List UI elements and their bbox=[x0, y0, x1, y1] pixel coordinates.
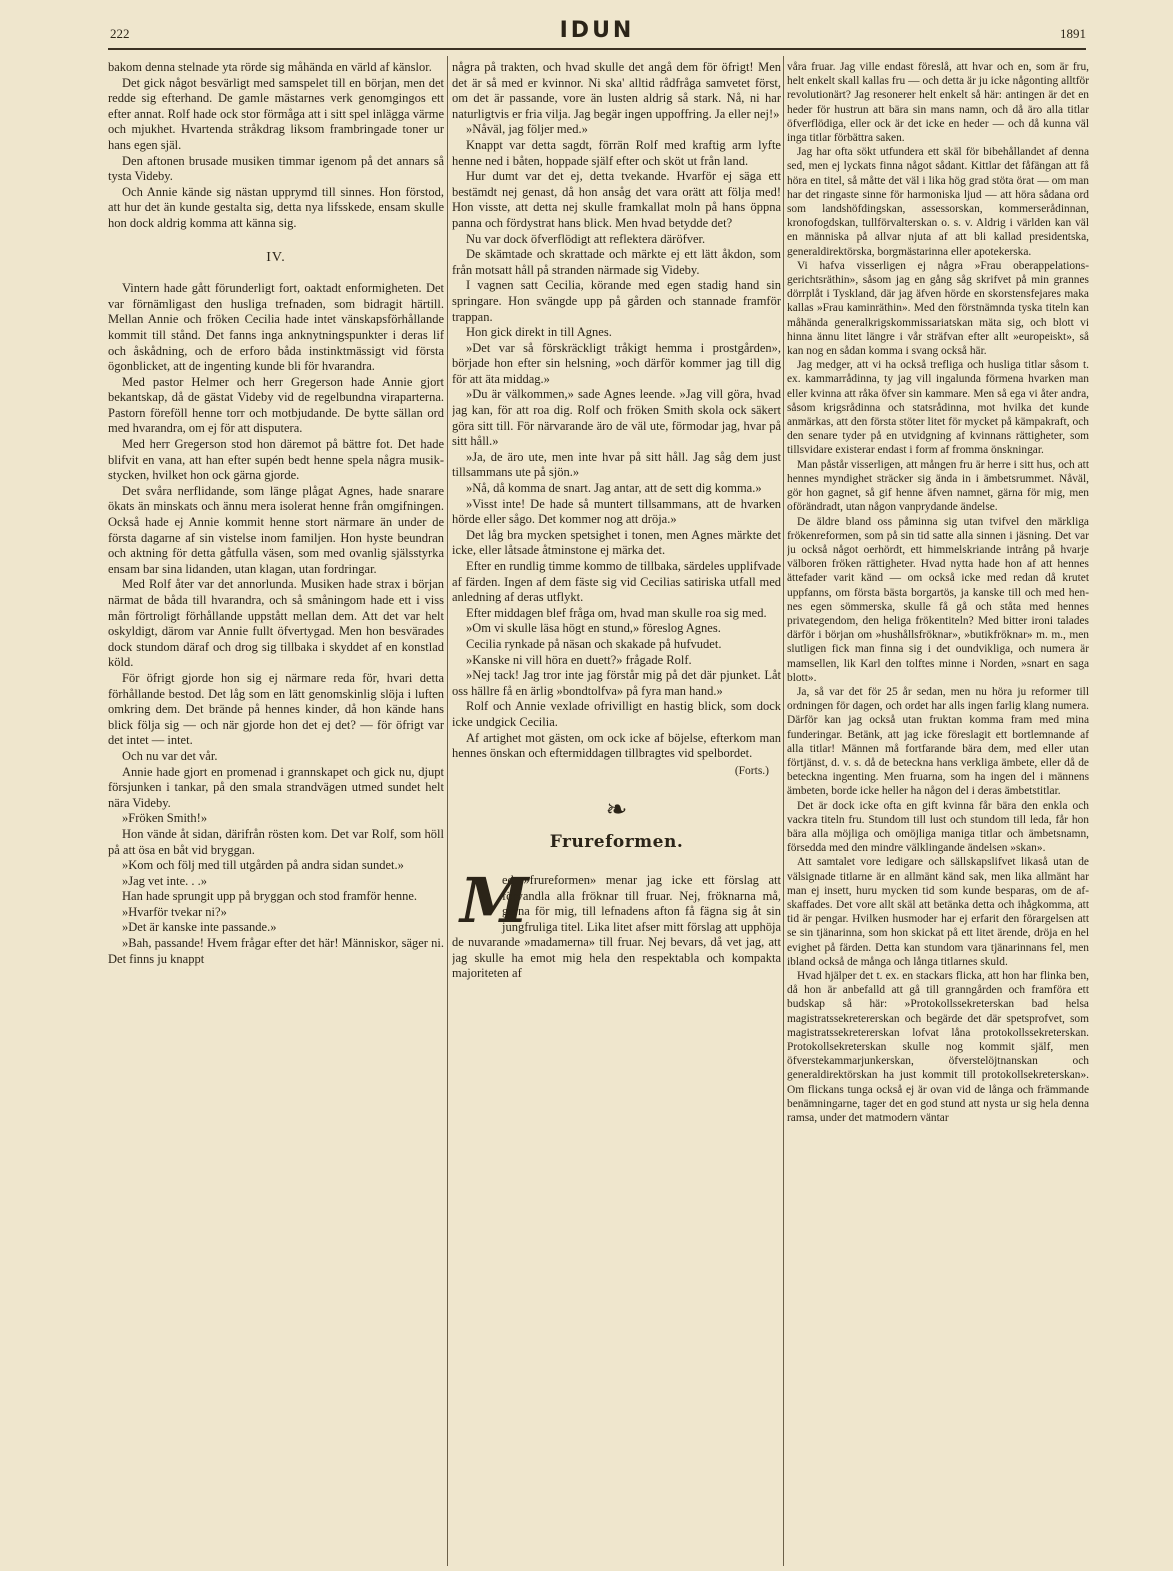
paragraph: Vi hafva visserligen ej några »Frau oberappelationsgerichtsräthin», såsom jag en gång såg skrifvet på min grannes dörrplåt i Tyskland, där jag äfven hörde en skorstensfejares maka kallas »Frau kaminräthin». Med den förstnämnda tyska titeln kan måhända generalkrigskommissariatskan mäta sig, och blott vi hinna ännu litet längre i vår sträfvan efter allt »europeiskt», så kan nog en sådan komma i svang också här. bbox=[787, 259, 1089, 358]
paragraph: »Det var så förskräckligt tråkigt hemma i prostgården», började hon efter sin helsning, »och därför kommer jag till dig för att äta middag.» bbox=[452, 340, 781, 386]
paragraph: Af artighet mot gästen, om ock icke af böjelse, efterkom man hennes önskan och eftermiddagen tillbragtes vid spelbordet. bbox=[452, 730, 781, 761]
paragraph: Det gick något besvärligt med samspelet till en början, men det redde sig efterhand. De gamle mästarnes verk genomgingos ett efter annat. Rolf hade ock stor förmåga att i sitt spel inlägga värme och mjukhet. Hvartenda stråkdrag liksom frambringade toner ur hans egen själ. bbox=[108, 75, 444, 152]
paragraph: våra fruar. Jag ville endast föreslå, att hvar och en, som är fru, helt enkelt skall kallas fru — och detta är ju icke någonting alltför revolutionärt? Jag resonerer helt enkelt så här: antingen är det en heder för hustrun att bära sin mans namn, och då äro alla titlar öfverflödiga, eller ock är det icke en heder — och då kunna väl inga titlar förbättra saken. bbox=[787, 61, 1089, 145]
paragraph: Efter en rundlig timme kommo de tillbaka, särdeles upplifvade af färden. Ingen af dem fäste sig vid Cecilias satiriska utfall med anledning af deras utflykt. bbox=[452, 559, 781, 605]
paragraph: Hvad hjälper det t. ex. en stackars flicka, att hon har flinka ben, då hon är anbefalld att gå till granngården och framföra ett budskap så här: »Protokollssekreterskan bad helsa magistratssekretererskan och begärde det där spetsprofvet, som magistratssekretererskan lofvat låna protokollssekreterskan. Protokollsekreterskan skulle nog kommit själf, men öfverstekammarjunkerskan, öfverstelöjtnanskan och generaldirektörskan ha just kommit till protokollsekreterskan». Om flickans tunga också ej är ovan vid de långa och främmande benämningarne, tager det en god stund att nysta ur sig hela denna ramsa, under det matmodern väntar bbox=[787, 970, 1089, 1125]
paragraph: Rolf och Annie vexlade ofrivilligt en hastig blick, som dock icke undgick Cecilia. bbox=[452, 699, 781, 729]
paragraph: Med Rolf åter var det annorlunda. Musiken hade strax i början närmat de båda till hvarandra, och så småningom hade ett i viss mån förtroligt förhållande uppstått mellan dem. Att det var helt oskyldigt, därom var Annie fullt öfvertygad. Men hon besvärades dock stundom däraf och drog sig tillbaka i skyddet af en konstlad köld. bbox=[108, 577, 444, 670]
paragraph: Man påstår visserligen, att mången fru är herre i sitt hus, och att hennes myndighet sträcker sig ända in i ämbetsrummet. Nåväl, gör hon gagnet, så gif henne äfven namnet, gärna för mig, men oförändradt, utan någon vanprydande ändelse. bbox=[787, 458, 1089, 514]
paragraph: Det låg bra mycken spetsighet i tonen, men Agnes märkte det icke, eller låtsade åtminstone ej märka det. bbox=[452, 527, 781, 558]
paragraph: Efter middagen blef fråga om, hvad man skulle roa sig med. bbox=[466, 605, 767, 620]
paragraph: »Nå, då komma de snart. Jag antar, att de sett dig komma.» bbox=[466, 481, 762, 496]
paragraph: Knappt var detta sagdt, förrän Rolf med kraftig arm lyfte henne ned i båten, hoppade själf efter och sköt ut från land. bbox=[452, 137, 781, 168]
continued-note: (Forts.) bbox=[734, 764, 769, 777]
paragraph: »Ja, de äro ute, men inte hvar på sitt håll. Jag såg dem just tillsammans ute på sjön.» bbox=[452, 449, 781, 480]
paragraph: »Nej tack! Jag tror inte jag förstår mig på det där pjunket. Låt oss hällre få en ärlig »bondtolfva» på fyra man hand.» bbox=[452, 668, 781, 698]
paragraph: »Kanske ni vill höra en duett?» frågade Rolf. bbox=[466, 652, 692, 667]
paragraph: »Du är välkommen,» sade Agnes leende. »Jag vill göra, hvad jag kan, för att roa dig. Rolf och fröken Smith skola ock säkert göra sitt till. För närvarande äro de väl ute, förmodar jag, hvar på sitt håll.» bbox=[452, 387, 781, 449]
paragraph: Det svåra nerflidande, som länge plågat Agnes, hade snarare ökats än minskats och ännu mera isolerat henne från omgifningen. Också hade ej Annie kommit henne stort närmare än under de första dagarne af sin vistelse inom familjen. Hon hyste beundran och aktning för detta gåtfulla väsen, som med ovanlig själsstyrka ensam bar sina lidanden, utan klagan, utan fordringar. bbox=[108, 483, 444, 576]
paragraph: Hur dumt var det ej, detta tvekande. Hvarför ej säga ett bestämdt nej genast, då hon ansåg det vara orätt att följa med! Hon visste, att detta nej skulle framkallat moln på hans öppna panna och fördystrat hans blick. Men hvad betydde det? bbox=[452, 169, 781, 230]
paragraph: »Hvarför tvekar ni?» bbox=[122, 904, 227, 919]
paragraph: Det är dock icke ofta en gift kvinna får bära den enkla och vackra titeln fru. Stundom till lust och stundom till leda, får hon bära alla möjliga och omöjliga maniga titlar och ämbetsnamn, försedda med den mindre välklingande ändelsen »skan». bbox=[787, 799, 1089, 855]
paragraph: några på trakten, och hvad skulle det angå dem för öfrigt! Men det är så med er kvinnor. Ni ska' alltid rådfråga samvetet först, om det är passande, vore än lusten aldrig så stark. Nå, ni har naturligtvis er fria vilja. Jag begär ingen uppoffring. Ja eller nej!» bbox=[452, 60, 781, 121]
paragraph: »Kom och följ med till utgården på andra sidan sundet.» bbox=[122, 858, 404, 873]
paragraph: Vintern hade gått förunderligt fort, oaktadt enformigheten. Det var förnämligast den husliga trefnaden, som bidragit härtill. Mellan Annie och fröken Cecilia hade intet vänskapsförhållande kommit till stånd. Det fanns inga anknytningspunkter i deras lif och åskådning, och de erforo båda instinktmässigt vid första ögonblicket, att de ingenting kunde bli för hvarandra. bbox=[108, 281, 444, 374]
paragraph: Att samtalet vore ledigare och sällskapslifvet likaså utan de välsignade titlarne är en allmänt känd sak, men lika allmänt har man ej insett, huru mycken tid som kunde besparas, om de afskaffades. Det vore allt skäl att betänka detta och ihågkomma, att tid är pengar. Hvilken husmoder har ej erfarit den förargelsen att se sin tjänarinna, som hon skickat på ett litet ärende, dröja en hel evighet på färden. Detta kan stundom vara tjänarinnans fel, men ibland också de många och långa titlarnes skuld. bbox=[787, 856, 1089, 968]
paragraph: I vagnen satt Cecilia, körande med egen stadig hand sin springare. Hon svängde upp på gården och stannade framför trappan. bbox=[452, 278, 781, 324]
paragraph: Hon vände åt sidan, därifrån rösten kom. Det var Rolf, som höll på att ösa en båt vid bryggan. bbox=[108, 826, 444, 857]
page-number: 222 bbox=[110, 26, 130, 41]
column-3 bbox=[787, 60, 1089, 1555]
paragraph: »Visst inte! De hade så muntert tillsammans, att de hvarken hörde eller sågo. Det kommer nog att dröja.» bbox=[452, 496, 781, 527]
paragraph: Med pastor Helmer och herr Gregerson hade Annie gjort bekantskap, då de gästat Videby vid de regelbundna viraparterna. Pastorn föreföll henne torr och motbjudande. De bytte sällan ord med hvarandra, om ej för att disputera. bbox=[108, 374, 444, 436]
column-2 bbox=[452, 60, 781, 1555]
paragraph: Och Annie kände sig nästan upprymd till sinnes. Hon förstod, att hur det än kunde gestalta sig, detta nya lifsskede, ensam skulle hon dock aldrig komma att känna sig. bbox=[108, 184, 444, 230]
paragraph: Annie hade gjort en promenad i grannskapet och gick nu, djupt försjunken i tankar, på den smala strandvägen utmed sundet helt nära Videby. bbox=[108, 764, 444, 810]
paragraph: Cecilia rynkade på näsan och skakade på hufvudet. bbox=[466, 636, 722, 651]
paragraph: »Nåväl, jag följer med.» bbox=[466, 122, 588, 137]
column-divider bbox=[447, 56, 448, 1566]
paragraph: Och nu var det vår. bbox=[122, 748, 218, 763]
paragraph: Nu var dock öfverflödigt att reflektera däröfver. bbox=[466, 231, 706, 246]
paragraph: »Fröken Smith!» bbox=[122, 811, 208, 826]
paragraph: »Om vi skulle läsa högt en stund,» föreslog Agnes. bbox=[466, 621, 721, 636]
paragraph: Jag medger, att vi ha också trefliga och husliga titlar såsom t. ex. kammarrådinna, ty jag vill ingalunda förmena hvarken man eller kvinna att råka öfver sin kammare. Men så ega vi åter andra, såsom krigsrådinna och statsrådinna, mot hvilka det kunde anmärkas, att den första stöter litet för mycket på kämpakraft, och den senare tyder på en utvidgning af kvinnans rättigheter, som tillsvidare existerar endast i form af fromma önskningar. bbox=[787, 359, 1089, 457]
article-intro bbox=[452, 863, 781, 982]
paragraph: Hon gick direkt in till Agnes. bbox=[466, 325, 612, 340]
article-title: Frureformen. bbox=[549, 832, 684, 853]
paragraph: »Bah, passande! Hvem frågar efter det här! Människor, säger ni. Det finns ju knappt bbox=[108, 936, 444, 966]
paragraph: Jag har ofta sökt utfundera ett skäl för bibehållandet af denna sed, men ej lyckats finna något sådant. Kittlar det fåfängan att få höra en titel, så måtte det väl i lika hög grad stöta örat — om man har det ringaste sinne för harmoniska ljud — att höra sådana ord som landshöfdingskan, assessorskan, kommerserådinnan, kronofogdskan, tullförvalterskan o. s. v. Aldrig i världen kan väl en människa på allvar njuta af att bli kallad presidentska, generaldirektörska, borgmästarinna eller apotekerska. bbox=[787, 146, 1089, 258]
paragraph: Han hade sprungit upp på bryggan och stod framför henne. bbox=[122, 889, 418, 904]
page-header bbox=[108, 18, 1086, 50]
paragraph: De skämtade och skrattade och märkte ej ett lätt åkdon, som från motsatt håll på stranden närmade sig Videby. bbox=[452, 247, 781, 277]
leaf-ornament-icon: ❧ bbox=[605, 795, 628, 825]
column-1 bbox=[108, 60, 444, 1555]
drop-cap: M bbox=[460, 863, 529, 937]
paragraph: Med herr Gregerson stod hon däremot på bättre fot. Det hade blifvit en vana, att han efter supén bedt henne spela några musikstycken, hvilket hon ock gärna gjorde. bbox=[108, 437, 444, 483]
paragraph: För öfrigt gjorde hon sig ej närmare reda för, hvari detta förhållande bestod. Det låg som en lätt genomskinlig slöja i luften omkring dem. Det brände på hennes kinder, då hon kände hans blick följa sig — och när gjorde hon det ej det? — för öfrigt var det intet — intet. bbox=[108, 670, 444, 748]
paragraph: »Jag vet inte. . .» bbox=[122, 873, 208, 888]
column-divider bbox=[783, 56, 784, 1566]
masthead-title: IDUN bbox=[559, 18, 635, 43]
paragraph: ed »frureformen» menar jag icke ett förslag att förvandla alla fröknar till fruar. Nej, fröknarna må, gärna för mig, till lefnadens afton få fägna sig åt sin jungfruliga titel. Lika litet afser mitt förslag att upphöja de nuvarande »madamerna» till fruar. Nej bevars, då vet jag, att jag skulle ha emot mig hela den respektabla och kompakta majoriteten af bbox=[452, 872, 781, 981]
paragraph: bakom denna stelnade yta rörde sig måhända en värld af känslor. bbox=[108, 60, 432, 74]
paragraph: »Det är kanske inte passande.» bbox=[122, 920, 277, 935]
paragraph: Den aftonen brusade musiken timmar igenom på det annars så tysta Videby. bbox=[108, 153, 444, 184]
section-heading: IV. bbox=[266, 249, 286, 265]
page-year: 1891 bbox=[1060, 26, 1086, 41]
paragraph: Ja, så var det för 25 år sedan, men nu höra ju reformer till ordningen för dagen, och ordet har alls ingen farlig klang numera. Därför kan jag också utan fruktan komma fram med mina funderingar. Betänk, att jag icke föreslagit ett bortlemnande af alla titlar! Männen må fortfarande bära dem, med eller utan förtjänst, d. v. s. då de beteckna hans verkliga ämbete, eller då de beteckna ingenting. Men fruarna, som ha ingen del i männens ämbeten, borde icke heller ha någon del i deras ämbetstitlar. bbox=[787, 685, 1089, 798]
paragraph: De äldre bland oss påminna sig utan tvifvel den märkliga frökenreformen, som på sin tid satte alla sinnen i jäsning. Det var ju också något oerhördt, ett himmelskriande intrång på hvarje välboren fröken rättigheter. Hvad nytta hade hon af att hennes ättefader varit känd — om också icke med redan då krutet uppfanns, om första bästa borgartös, ja kanske till och med hennes egen sömmerska, skulle få gå och ståta med hennes privategendom, den heliga frökentiteln? Med bitter ironi talades därför i början om »hushållsfröknar», »butikfröknar» m. m., men slutligen fick man finna sig i det oundvikliga, och numera är mamsellen, lik Karl den tolftes minne i Norden, »snart en saga blott». bbox=[787, 515, 1089, 684]
